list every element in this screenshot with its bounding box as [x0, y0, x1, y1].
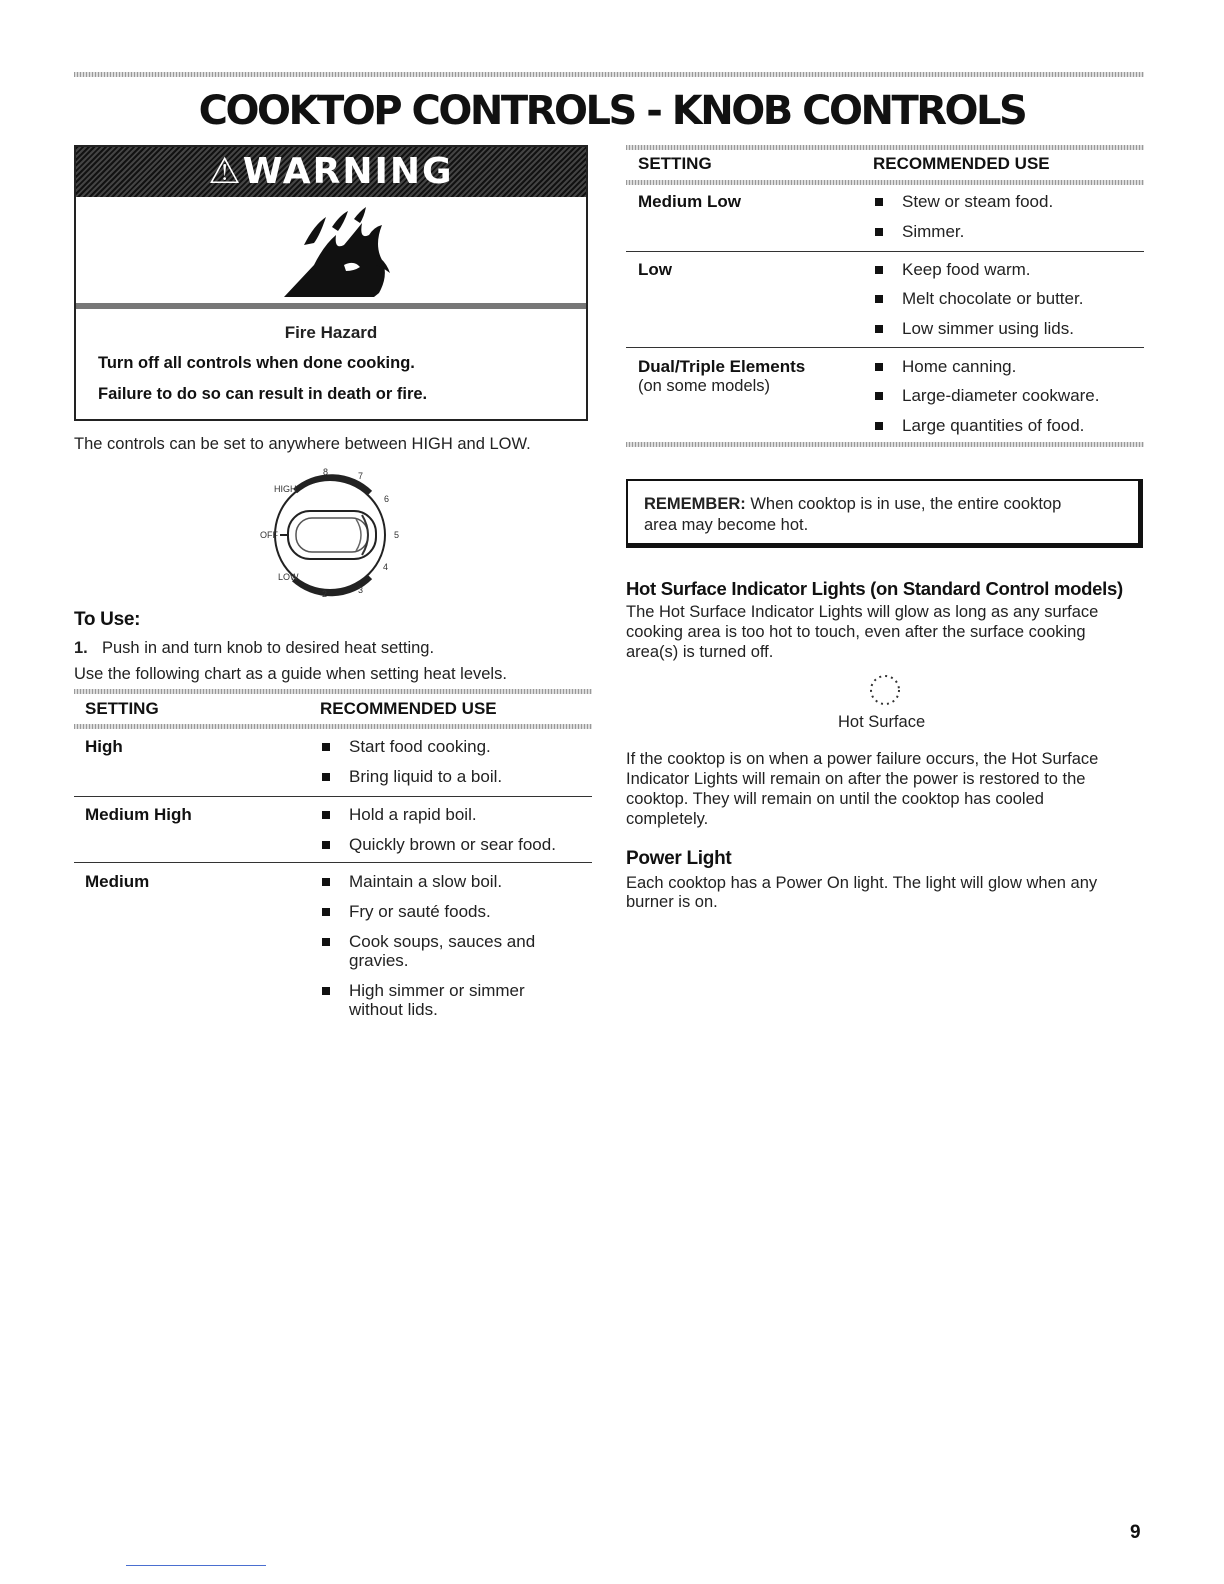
- bullet-icon: [875, 392, 883, 400]
- hot-surface-para2-l4: completely.: [626, 810, 709, 828]
- left-header-use: RECOMMENDED USE: [320, 699, 497, 718]
- warning-box: [74, 145, 588, 421]
- warning-header-text: ⚠WARNING: [208, 151, 454, 192]
- power-light-heading: Power Light: [626, 848, 732, 869]
- bullet-icon: [322, 908, 330, 916]
- right-table-bottom-rule: [626, 442, 1144, 447]
- setting-high: High: [85, 737, 123, 756]
- bullet-icon: [322, 811, 330, 819]
- hot-surface-para2-l2: Indicator Lights will remain on after the power is restored to the: [626, 770, 1086, 788]
- hot-surface-para1-l1: The Hot Surface Indicator Lights will glow as long as any surface: [626, 603, 1099, 621]
- list-item-cont: without lids.: [349, 1000, 438, 1019]
- page-title: COOKTOP CONTROLS - KNOB CONTROLS: [198, 88, 1026, 134]
- hot-surface-para2-l3: cooktop. They will remain on until the cooktop has cooled: [626, 790, 1044, 808]
- remember-box: [626, 479, 1143, 548]
- right-table-header-rule: [626, 180, 1144, 185]
- power-light-l2: burner is on.: [626, 893, 718, 911]
- knob-number-3: 3: [358, 585, 364, 595]
- knob-number-4: 4: [383, 562, 389, 572]
- hot-surface-para1-l2: cooking area is too hot to touch, even after the surface cooking: [626, 623, 1086, 641]
- knob-label-low: LOW: [278, 572, 299, 582]
- bullet-icon: [875, 325, 883, 333]
- top-rule: [74, 72, 1144, 77]
- bullet-icon: [322, 938, 330, 946]
- right-table-top-rule: [626, 145, 1144, 150]
- left-table-top-rule: [74, 689, 592, 694]
- hazard-title: Fire Hazard: [284, 323, 378, 342]
- bullet-icon: [875, 363, 883, 371]
- row-divider: [74, 796, 592, 797]
- list-item-cont: gravies.: [349, 951, 409, 970]
- hot-surface-heading: Hot Surface Indicator Lights (on Standard Control models): [626, 578, 1123, 599]
- remember-line-1: [644, 494, 1061, 514]
- power-light-l1: Each cooktop has a Power On light. The light will glow when any: [626, 874, 1098, 892]
- hazard-line-1: Turn off all controls when done cooking.: [98, 354, 415, 372]
- hot-surface-indicator-icon: [865, 672, 905, 708]
- remember-line-2: area may become hot.: [644, 516, 809, 534]
- bullet-icon: [322, 773, 330, 781]
- bullet-icon: [322, 743, 330, 751]
- step-number: 1.: [74, 639, 88, 657]
- row-divider: [626, 347, 1144, 348]
- warning-header: [76, 147, 586, 197]
- left-table-header-rule: [74, 724, 592, 729]
- setting-medium-low: Medium Low: [638, 192, 741, 211]
- row-divider: [74, 862, 592, 863]
- bullet-icon: [875, 198, 883, 206]
- hazard-line-2: Failure to do so can result in death or fire.: [98, 385, 428, 403]
- remember-text-1: When cooktop is in use, the entire cooktop: [745, 495, 1062, 513]
- bullet-icon: [322, 841, 330, 849]
- footer-link-line: [126, 1565, 266, 1566]
- fire-icon: [274, 205, 394, 305]
- setting-medium: Medium: [85, 872, 150, 891]
- guide-text: Use the following chart as a guide when setting heat levels.: [74, 665, 507, 683]
- bullet-icon: [322, 878, 330, 886]
- remember-label: REMEMBER:: [644, 495, 746, 513]
- bullet-icon: [322, 987, 330, 995]
- row-divider: [626, 251, 1144, 252]
- setting-note: (on some models): [638, 377, 771, 395]
- to-use-heading: To Use:: [74, 609, 141, 630]
- intro-text: The controls can be set to anywhere between HIGH and LOW.: [74, 435, 531, 453]
- knob-diagram: [250, 463, 410, 603]
- warning-icon-area: [76, 197, 586, 309]
- hot-surface-para1-l3: area(s) is turned off.: [626, 643, 774, 661]
- knob-label-high: HIGH: [274, 484, 297, 494]
- knob-number-6: 6: [384, 494, 390, 504]
- bullet-icon: [875, 228, 883, 236]
- bullet-icon: [875, 422, 883, 430]
- knob-number-2: 2: [322, 589, 328, 599]
- knob-number-8: 8: [323, 467, 329, 477]
- setting-dual-triple: Dual/Triple Elements: [638, 357, 806, 376]
- right-header-use: RECOMMENDED USE: [873, 154, 1050, 173]
- left-header-setting: SETTING: [85, 699, 159, 718]
- bullet-icon: [875, 266, 883, 274]
- right-header-setting: SETTING: [638, 154, 712, 173]
- hot-surface-icon-label: Hot Surface: [838, 713, 926, 731]
- setting-low: Low: [638, 260, 672, 279]
- knob-number-5: 5: [394, 530, 400, 540]
- page-number: 9: [1130, 1522, 1141, 1543]
- hot-surface-para2-l1: If the cooktop is on when a power failure occurs, the Hot Surface: [626, 750, 1099, 768]
- step-text: Push in and turn knob to desired heat setting.: [102, 639, 435, 657]
- setting-medium-high: Medium High: [85, 805, 192, 824]
- bullet-icon: [875, 295, 883, 303]
- knob-number-7: 7: [358, 471, 364, 481]
- to-use-step: [74, 638, 434, 658]
- knob-label-off: OFF: [260, 530, 278, 540]
